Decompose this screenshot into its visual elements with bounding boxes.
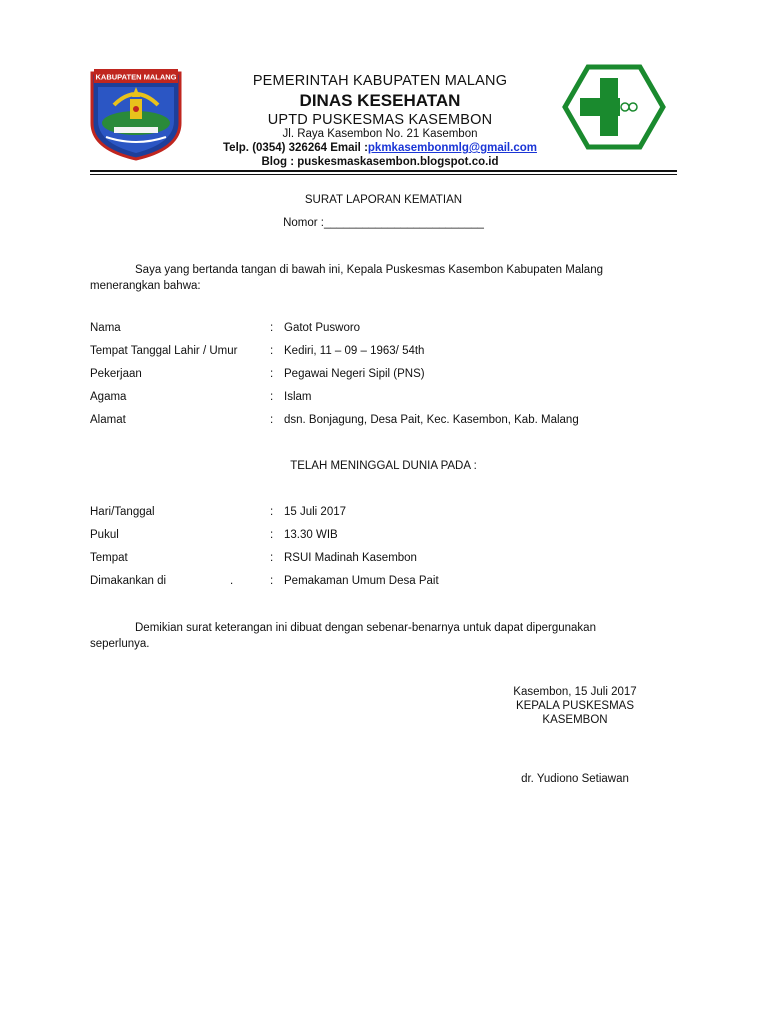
field-row-alamat xyxy=(90,414,680,430)
header-address: Jl. Raya Kasembon No. 21 Kasembon xyxy=(282,128,478,140)
field-value: 13.30 WIB xyxy=(284,529,338,541)
field-colon: : xyxy=(270,506,274,518)
field-value: Pegawai Negeri Sipil (PNS) xyxy=(284,368,425,380)
header-rule-thick xyxy=(90,170,677,172)
logo-left-text: KABUPATEN MALANG xyxy=(95,72,177,82)
field-colon: : xyxy=(270,322,274,334)
field-value: dsn. Bonjagung, Desa Pait, Kec. Kasembon, Kab. Malang xyxy=(284,414,579,426)
field-row-tempat xyxy=(90,552,680,568)
closing-paragraph: Demikian surat keterangan ini dibuat dengan sebenar-benarnya untuk dapat dipergunakan seperlunya. xyxy=(90,622,596,650)
field-colon: : xyxy=(270,368,274,380)
field-label: Hari/Tanggal xyxy=(90,506,155,518)
field-colon: : xyxy=(270,345,274,357)
field-label: Agama xyxy=(90,391,127,403)
field-label: Nama xyxy=(90,322,121,334)
sign-title-1: KEPALA PUSKESMAS xyxy=(515,700,635,712)
death-heading: TELAH MENINGGAL DUNIA PADA : xyxy=(290,460,477,472)
header-line3: UPTD PUSKESMAS KASEMBON xyxy=(267,112,493,128)
kabupaten-malang-logo xyxy=(88,65,184,161)
field-label: Pekerjaan xyxy=(90,368,142,380)
field-label: Tempat Tanggal Lahir / Umur xyxy=(90,345,238,357)
puskesmas-logo xyxy=(562,64,666,150)
header-rule-thin xyxy=(90,174,677,175)
header-line2: DINAS KESEHATAN xyxy=(299,91,461,110)
field-label: Dimakankan di . xyxy=(90,575,234,587)
field-value: Gatot Pusworo xyxy=(284,322,361,334)
field-label: Pukul xyxy=(90,529,119,541)
field-row-tanggal xyxy=(90,506,680,522)
field-value: RSUI Madinah Kasembon xyxy=(284,552,417,564)
field-value: Islam xyxy=(284,391,312,403)
sign-place-date: Kasembon, 15 Juli 2017 xyxy=(513,686,637,698)
intro-paragraph: Saya yang bertanda tangan di bawah ini, Kepala Puskesmas Kasembon Kabupaten Malang menerangkan bahwa: xyxy=(90,264,603,292)
field-value: Kediri, 11 – 09 – 1963/ 54th xyxy=(284,345,425,357)
letter-title: SURAT LAPORAN KEMATIAN xyxy=(304,194,463,206)
field-row-ttl xyxy=(90,345,680,361)
field-row-pekerjaan xyxy=(90,368,680,384)
field-colon: : xyxy=(270,414,274,426)
field-value: Pemakaman Umum Desa Pait xyxy=(284,575,439,587)
sign-name: dr. Yudiono Setiawan xyxy=(521,773,629,785)
header-line1: PEMERINTAH KABUPATEN MALANG xyxy=(252,73,508,89)
header-contact xyxy=(200,142,560,154)
email-link[interactable]: pkmkasembonmlg@gmail.com xyxy=(367,142,537,154)
field-colon: : xyxy=(270,552,274,564)
header-telp: Telp. (0354) 326264 Email : xyxy=(223,142,368,154)
field-row-agama xyxy=(90,391,680,407)
field-row-nama xyxy=(90,322,680,338)
field-value: 15 Juli 2017 xyxy=(284,506,347,518)
field-colon: : xyxy=(270,529,274,541)
letter-number: Nomor :_________________________ xyxy=(283,217,484,229)
field-colon: : xyxy=(270,391,274,403)
field-label: Tempat xyxy=(90,552,128,564)
header-blog: Blog : puskesmaskasembon.blogspot.co.id xyxy=(261,156,499,168)
sign-title-2: KASEMBON xyxy=(542,714,608,726)
field-row-pukul xyxy=(90,529,680,545)
field-row-dimakamkan xyxy=(90,575,680,591)
field-colon: : xyxy=(270,575,274,587)
field-label: Alamat xyxy=(90,414,126,426)
